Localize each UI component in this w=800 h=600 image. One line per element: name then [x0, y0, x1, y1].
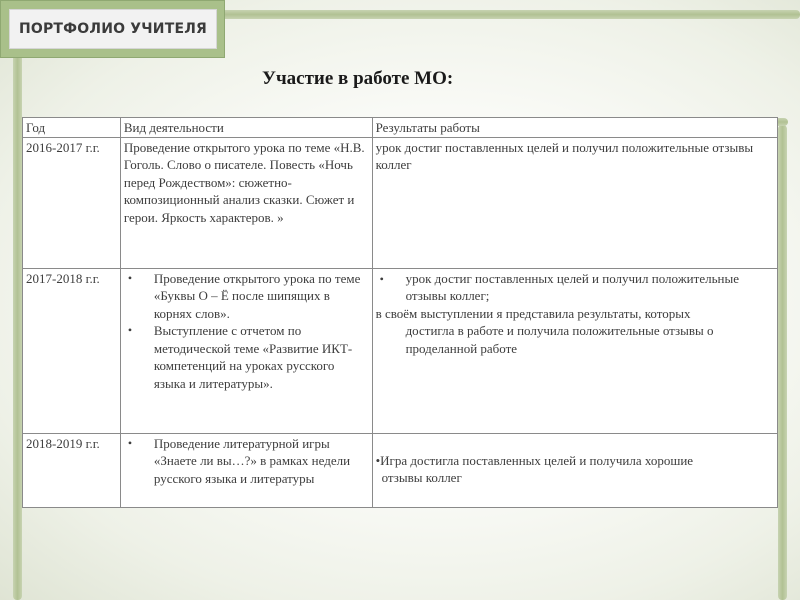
table-row — [23, 268, 778, 433]
cell-activity: Проведение открытого урока по теме «Н.В. Гоголь. Слово о писателе. Повесть «Ночь перед Рождеством»: сюжетно-композиционный анализ сказки. Сюжет и герои. Яркость характеров. » — [120, 137, 372, 268]
cell-activity — [120, 268, 372, 433]
frame-bar-top — [215, 10, 800, 19]
activity-list — [124, 435, 369, 488]
result-line: отзывы коллег — [381, 470, 462, 485]
column-header-activity: Вид деятельности — [120, 118, 372, 138]
frame-bar-left — [13, 35, 22, 600]
activity-list — [124, 270, 369, 393]
slide-title: ПОРТФОЛИО УЧИТЕЛЯ — [9, 9, 217, 49]
cell-result — [372, 433, 777, 507]
column-header-year: Год — [23, 118, 121, 138]
title-badge — [0, 0, 225, 58]
column-header-result: Результаты работы — [372, 118, 777, 138]
result-line-start: в своём выступлении я представила результаты, которых — [375, 305, 691, 321]
mo-participation-table — [22, 117, 778, 508]
cell-year: 2017-2018 г.г. — [23, 268, 121, 433]
section-heading: Участие в работе МО: — [262, 68, 454, 89]
table-header-row — [23, 118, 778, 138]
cell-year: 2018-2019 г.г. — [23, 433, 121, 507]
activity-item: • Проведение открытого урока по теме «Буквы О – Ё после шипящих в корнях слов». — [124, 270, 369, 323]
cell-result: урок достиг поставленных целей и получил положительные отзывы коллег — [372, 137, 777, 268]
spacer — [376, 435, 774, 452]
result-item — [376, 270, 774, 305]
result-bullet-text: • урок достиг поставленных целей и получил положительные отзывы коллег; — [406, 271, 739, 304]
table-row — [23, 137, 778, 268]
table-row — [23, 433, 778, 507]
cell-result — [372, 268, 777, 433]
activity-item: • Проведение литературной игры «Знаете ли вы…?» в рамках недели русского языка и литературы — [124, 435, 369, 488]
cell-activity — [120, 433, 372, 507]
activity-item: • Выступление с отчетом по методической теме «Развитие ИКТ-компетенций на уроках русского языка и литературы». — [124, 322, 369, 392]
frame-bar-right — [778, 125, 787, 600]
result-line-rest: достигла в работе и получила положительные отзывы о проделанной работе — [405, 323, 714, 356]
result-line: •Игра достигла поставленных целей и получила хорошие — [375, 452, 694, 468]
cell-year: 2016-2017 г.г. — [23, 137, 121, 268]
